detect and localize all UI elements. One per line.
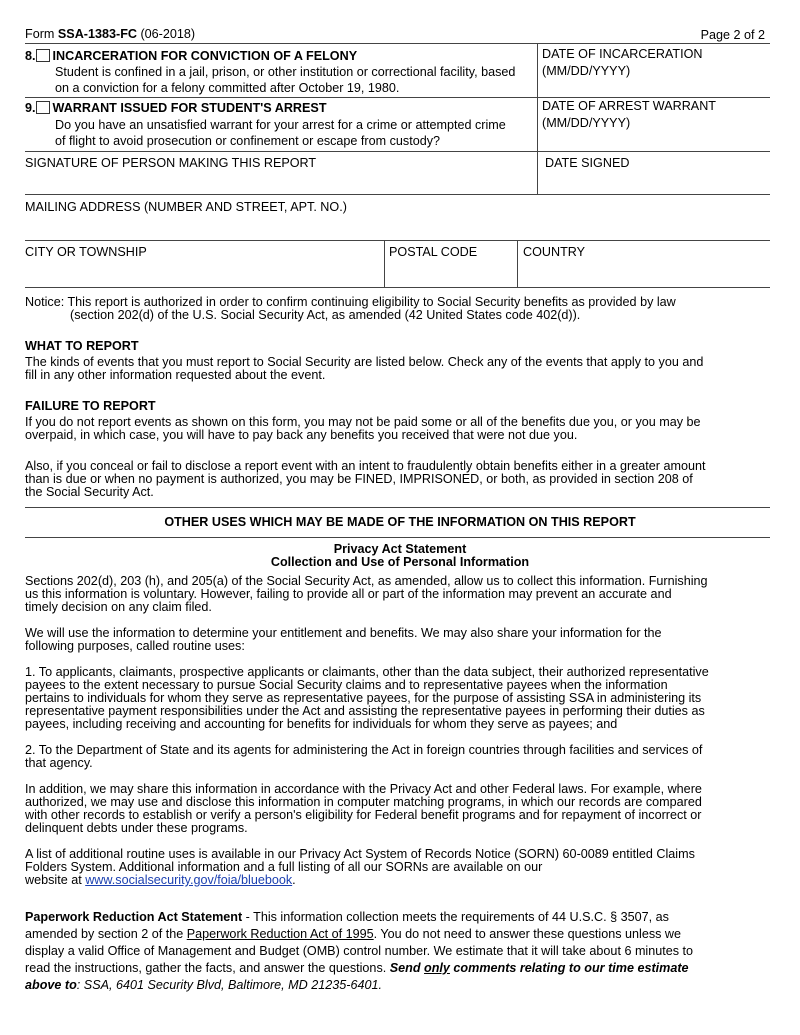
- failure-p1-line-1: If you do not report events as shown on this form, you may not be paid some or all of the benefits due you, or you may be: [25, 415, 701, 429]
- divider: [25, 240, 770, 241]
- paperwork-text-4: read the instructions, gather the facts, and answer the questions.: [25, 961, 390, 975]
- date-signed-field[interactable]: [540, 170, 768, 194]
- privacy-p5-line-3: with other records to establish or verify a person's eligibility for Federal benefit programs and for repayment of incorrect or: [25, 808, 702, 822]
- bluebook-link[interactable]: www.socialsecurity.gov/foia/bluebook: [85, 873, 293, 887]
- postal-code-field[interactable]: [389, 260, 514, 286]
- city-label: CITY OR TOWNSHIP: [25, 245, 147, 259]
- other-uses-heading: OTHER USES WHICH MAY BE MADE OF THE INFORMATION ON THIS REPORT: [164, 515, 636, 529]
- paperwork-above-to: above to: [25, 978, 77, 992]
- privacy-p1-line-3: timely decision on any claim filed.: [25, 600, 212, 614]
- paperwork-text-2-pre: amended by section 2 of the: [25, 927, 187, 941]
- item8-desc-1: Student is confined in a jail, prison, or other institution or correctional facility, based: [55, 65, 516, 79]
- failure-to-report-heading: FAILURE TO REPORT: [25, 399, 156, 413]
- privacy-p3-line-4: representative payment responsibilities under the Act and assisting the representative payees in performing their duties as: [25, 704, 705, 718]
- divider: [25, 537, 770, 538]
- paperwork-text-2-post: . You do not need to answer these questions unless we: [373, 927, 682, 941]
- item8-date-label: DATE OF INCARCERATION: [542, 47, 703, 61]
- item9-desc-2: of flight to avoid prosecution or confinement or escape from custody?: [55, 134, 441, 148]
- mailing-address-label: MAILING ADDRESS (NUMBER AND STREET, APT. NO.): [25, 200, 347, 214]
- privacy-p5-line-2: authorized, we may use and disclose this information in computer matching programs, in which our records are compared: [25, 795, 702, 809]
- item9-date-field[interactable]: [538, 99, 768, 149]
- date-signed-label: DATE SIGNED: [545, 156, 630, 170]
- what-to-report-line-1: The kinds of events that you must report to Social Security are listed below. Check any of the events that apply to you and: [25, 355, 704, 369]
- failure-p2-line-1: Also, if you conceal or fail to disclose a report event with an intent to fraudulently obtain benefits either in a greater amount: [25, 459, 706, 473]
- item9-title: WARRANT ISSUED FOR STUDENT'S ARREST: [52, 101, 327, 115]
- mailing-address-field[interactable]: [25, 215, 770, 239]
- item8-date-format: (MM/DD/YYYY): [542, 64, 631, 78]
- what-to-report-line-2: fill in any other information requested about the event.: [25, 368, 326, 382]
- country-field[interactable]: [523, 260, 768, 286]
- form-date: (06-2018): [136, 27, 196, 41]
- item9-desc-1: Do you have an unsatisfied warrant for your arrest for a crime or attempted crime: [55, 118, 506, 132]
- divider: [25, 97, 770, 98]
- privacy-act-subtitle: Collection and Use of Personal Information: [270, 555, 530, 569]
- country-label: COUNTRY: [523, 245, 586, 259]
- paperwork-line-3: display a valid Office of Management and Budget (OMB) control number. We estimate that it will take about 6 minutes to: [25, 944, 694, 958]
- paperwork-act-link[interactable]: Paperwork Reduction Act of 1995: [186, 927, 374, 941]
- item9-number: 9.: [25, 101, 36, 115]
- divider: [25, 194, 770, 195]
- form-prefix: Form: [25, 27, 58, 41]
- notice-line-1: Notice: This report is authorized in order to confirm continuing eligibility to Social Security benefits as provided by law: [25, 295, 676, 309]
- item9-date-format: (MM/DD/YYYY): [542, 116, 631, 130]
- paperwork-send: Send: [389, 961, 425, 975]
- form-number: [25, 27, 195, 41]
- paperwork-address: : SSA, 6401 Security Blvd, Baltimore, MD 21235-6401.: [76, 978, 382, 992]
- signature-label: SIGNATURE OF PERSON MAKING THIS REPORT: [25, 156, 317, 170]
- privacy-p6-line-3: [25, 874, 775, 887]
- what-to-report-heading: WHAT TO REPORT: [25, 339, 139, 353]
- city-field[interactable]: [25, 260, 380, 286]
- privacy-p4-line-2: that agency.: [25, 756, 93, 770]
- privacy-p5-line-1: In addition, we may share this information in accordance with the Privacy Act and other Federal laws. For example, where: [25, 782, 702, 796]
- column-divider: [537, 43, 538, 195]
- privacy-p5-line-4: delinquent debts under these programs.: [25, 821, 248, 835]
- paperwork-line-1: [25, 909, 775, 926]
- item8-heading: [25, 49, 357, 63]
- paperwork-line-4: [25, 960, 775, 977]
- divider: [25, 151, 770, 152]
- item9-heading: [25, 101, 327, 115]
- privacy-p3-line-3: pertains to individuals for whom they serve as representative payees, for the purpose of assisting SSA in administering its: [25, 691, 702, 705]
- privacy-p4-line-1: 2. To the Department of State and its agents for administering the Act in foreign countries through facilities and services of: [25, 743, 703, 757]
- website-suffix: .: [292, 873, 296, 887]
- privacy-p6-line-1: A list of additional routine uses is available in our Privacy Act System of Records Notice (SORN) 60-0089 entitled Claims: [25, 847, 695, 861]
- privacy-act-title: Privacy Act Statement: [333, 542, 467, 556]
- privacy-p1-line-1: Sections 202(d), 203 (h), and 205(a) of the Social Security Act, as amended, allow us to collect this information. Furnishing: [25, 574, 708, 588]
- paperwork-only: only: [424, 961, 450, 975]
- paperwork-line-2: [25, 926, 775, 943]
- item8-date-field[interactable]: [538, 45, 768, 95]
- failure-p2-line-3: the Social Security Act.: [25, 485, 154, 499]
- privacy-p3-line-5: payees, including receiving and accounting for benefits for individuals for whom they serve as payees; and: [25, 717, 618, 731]
- paperwork-title: Paperwork Reduction Act Statement: [25, 910, 243, 924]
- divider: [25, 287, 770, 288]
- paperwork-line-5: [25, 977, 775, 994]
- privacy-p2-line-2: following purposes, called routine uses:: [25, 639, 245, 653]
- failure-p1-line-2: overpaid, in which case, you will have to pay back any benefits you received that were not due you.: [25, 428, 578, 442]
- paperwork-text-1: - This information collection meets the requirements of 44 U.S.C. § 3507, as: [242, 910, 669, 924]
- item9-checkbox[interactable]: [36, 101, 50, 114]
- privacy-p3-line-1: 1. To applicants, claimants, prospective applicants or claimants, other than the data subject, their authorized representative: [25, 665, 709, 679]
- privacy-p3-line-2: payees to the extent necessary to pursue Social Security claims and to representative payees when the information: [25, 678, 668, 692]
- divider: [25, 507, 770, 508]
- paperwork-comments: comments relating to our time estimate: [449, 961, 689, 975]
- item8-checkbox[interactable]: [36, 49, 50, 62]
- postal-code-label: POSTAL CODE: [389, 245, 478, 259]
- privacy-p1-line-2: us this information is voluntary. However, failing to provide all or part of the information may prevent an accurate and: [25, 587, 672, 601]
- column-divider: [517, 240, 518, 287]
- divider: [25, 43, 770, 44]
- form-id: SSA-1383-FC: [57, 27, 137, 41]
- privacy-p6-line-2: Folders System. Additional information and a full listing of all our SORNs are available on our: [25, 860, 543, 874]
- page-indicator: Page 2 of 2: [700, 28, 765, 42]
- item8-title: INCARCERATION FOR CONVICTION OF A FELONY: [52, 49, 358, 63]
- column-divider: [384, 240, 385, 287]
- failure-p2-line-2: than is due or when no payment is authorized, you may be FINED, IMPRISONED, or both, as provided in section 208 of: [25, 472, 693, 486]
- item8-number: 8.: [25, 49, 36, 63]
- signature-field[interactable]: [25, 170, 535, 194]
- notice-line-2: (section 202(d) of the U.S. Social Security Act, as amended (42 United States code 402(d)).: [70, 308, 581, 322]
- item8-desc-2: on a conviction for a felony committed after October 19, 1980.: [55, 81, 400, 95]
- item9-date-label: DATE OF ARREST WARRANT: [542, 99, 716, 113]
- website-prefix: website at: [25, 873, 86, 887]
- privacy-p2-line-1: We will use the information to determine your entitlement and benefits. We may also share your information for the: [25, 626, 662, 640]
